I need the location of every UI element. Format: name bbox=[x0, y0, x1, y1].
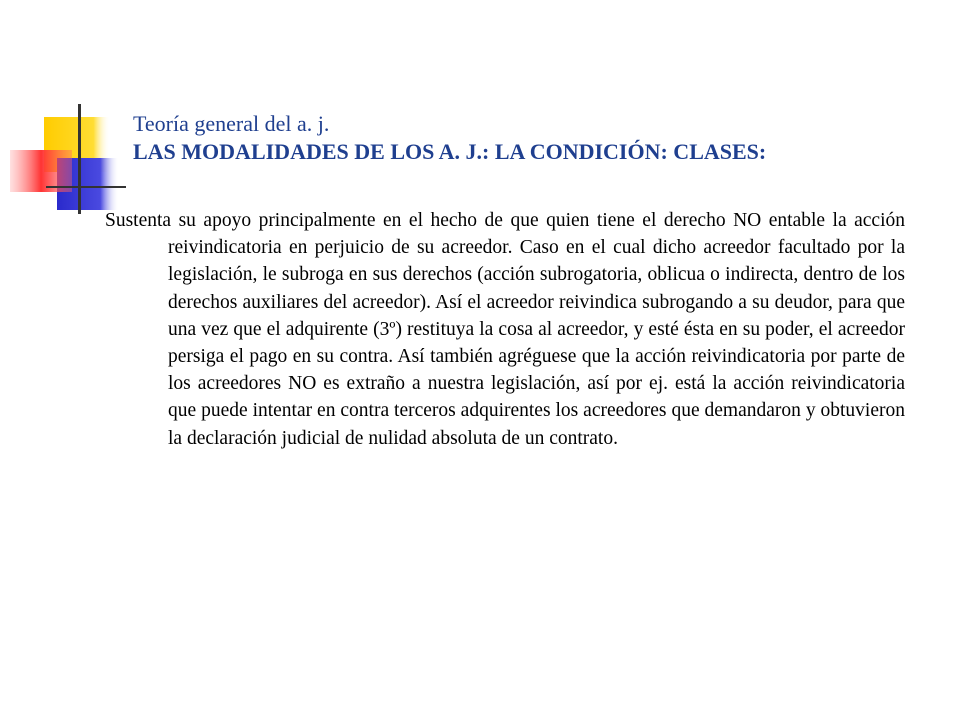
deco-vertical-line bbox=[78, 104, 81, 214]
deco-red-bar bbox=[10, 150, 72, 192]
deco-horizontal-line bbox=[46, 186, 126, 188]
title-line-2: LAS MODALIDADES DE LOS A. J.: LA CONDICIÓN: CLASES: bbox=[133, 139, 767, 164]
title-line-1: Teoría general del a. j. bbox=[133, 111, 330, 136]
slide-decoration bbox=[0, 0, 140, 240]
body-paragraph: Sustenta su apoyo principalmente en el hecho de que quien tiene el derecho NO entable la acción reivindicatoria en perjuicio de su acreedor. Caso en el cual dicho acreedor facultado por la legislación, le subroga en sus derechos (acción subrogatoria, oblicua o indirecta, dentro de los derechos auxiliares del acreedor). Así el acreedor reivindica subrogando a su deudor, para que una vez que el adquirente (3º) restituya la cosa al acreedor, y esté ésta en su poder, el acreedor persiga el pago en su contra. Así también agréguese que la acción reivindicatoria por parte de los acreedores NO es extraño a nuestra legislación, así por ej. está la acción reivindicatoria que puede intentar en contra terceros adquirentes los acreedores que demandaron y obtuvieron la declaración judicial de nulidad absoluta de un contrato. bbox=[105, 210, 905, 449]
slide-title bbox=[133, 110, 933, 166]
